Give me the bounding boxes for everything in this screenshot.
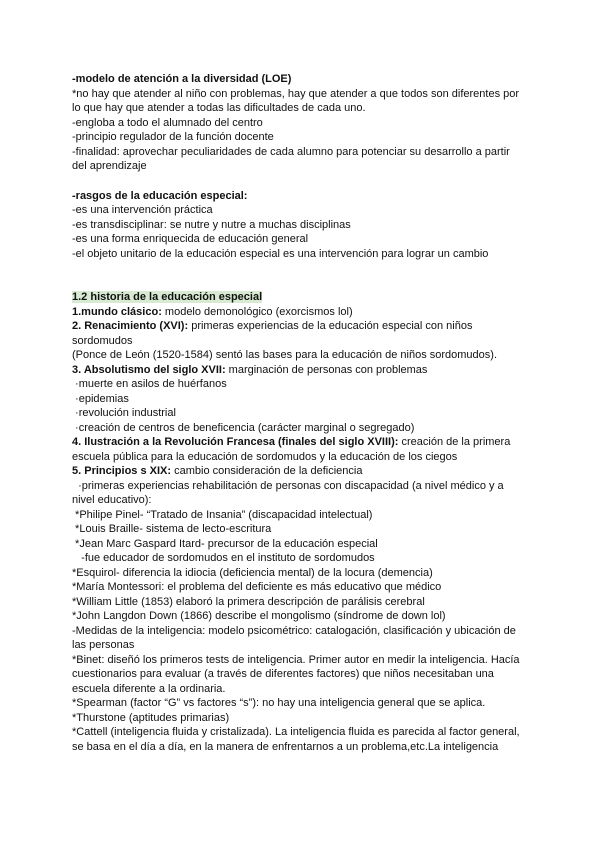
list-item: ·muerte en asilos de huérfanos	[72, 378, 227, 390]
rasgos-title: -rasgos de la educación especial:	[72, 189, 248, 202]
text-line: escuela diferente a la ordinaria.	[72, 682, 226, 695]
text-line: -engloba a todo el alumnado del centro	[72, 116, 263, 129]
text-line: (Ponce de León (1520-1584) sentó las bases para la educación de niños sordomudos).	[72, 349, 497, 361]
period-5: 5. Principios s XIX: cambio consideración de la deficiencia	[72, 465, 363, 477]
spacer	[72, 261, 532, 290]
text-line: *María Montessori: el problema del deficiente es más educativo que médico	[72, 581, 442, 593]
text-line: *Spearman (factor “G” vs factores “s”): no hay una inteligencia general que se aplica.	[72, 697, 486, 709]
text-line: se basa en el día a día, en la manera de enfrentarnos a un problema,etc.La inteligencia	[72, 740, 499, 753]
period-2: 2. Renacimiento (XVI): primeras experiencias de la educación especial con niños	[72, 320, 473, 332]
text-line: *Louis Braille- sistema de lecto-escritura	[72, 523, 272, 535]
historia-heading	[72, 290, 532, 305]
text-line: escuela pública para la educación de sordomudos y la educación de los ciegos	[72, 450, 458, 463]
spacer	[72, 174, 532, 189]
text-line: -es una forma enriquecida de educación general	[72, 233, 309, 245]
text-line: *Philipe Pinel- “Tratado de Insania” (discapacidad intelectual)	[72, 508, 373, 521]
text-line: lo que hay que atender a todas las dificultades de cada uno.	[72, 102, 366, 114]
text-line: -es transdisciplinar: se nutre y nutre a muchas disciplinas	[72, 218, 351, 231]
text-line: -principio regulador de la función docente	[72, 131, 274, 143]
text-line: *no hay que atender al niño con problemas, hay que atender a que todos son diferentes por	[72, 87, 520, 100]
text-line: -el objeto unitario de la educación especial es una intervención para lograr un cambio	[72, 247, 489, 260]
text-line: del aprendizaje	[72, 160, 147, 172]
list-item: ·revolución industrial	[72, 407, 176, 419]
text-line: -Medidas de la inteligencia: modelo psicométrico: catalogación, clasificación y ubicación de	[72, 624, 516, 637]
text-line: *Cattell (inteligencia fluida y cristalizada). La inteligencia fluida es parecida al factor general,	[72, 726, 520, 738]
list-item: ·creación de centros de beneficencia (carácter marginal o segregado)	[72, 421, 415, 434]
text-line: -finalidad: aprovechar peculiaridades de cada alumno para potenciar su desarrollo a partir	[72, 145, 510, 158]
text-line: sordomudos	[72, 334, 133, 347]
text-line: ·primeras experiencias rehabilitación de personas con discapacidad (a nivel médico y a	[72, 479, 504, 492]
text-line: nivel educativo):	[72, 494, 152, 506]
text-line: -es una intervención práctica	[72, 204, 213, 216]
period-3: 3. Absolutismo del siglo XVII: marginación de personas con problemas	[72, 363, 428, 376]
text-line: *Thurstone (aptitudes primarias)	[72, 711, 230, 724]
period-4: 4. Ilustración a la Revolución Francesa (finales del siglo XVIII): creación de la primera	[72, 436, 511, 448]
text-line: las personas	[72, 639, 135, 651]
text-line: *Jean Marc Gaspard Itard- precursor de la educación especial	[72, 537, 378, 550]
highlighted-heading: 1.2 historia de la educación especial	[72, 291, 263, 303]
text-line: *Esquirol- diferencia la idiocia (deficiencia mental) de la locura (demencia)	[72, 566, 433, 579]
list-item: ·epidemias	[72, 392, 129, 405]
text-line: cuestionarios para evaluar (a través de diferentes factores) que niños necesitaban una	[72, 668, 494, 680]
text-line: -fue educador de sordomudos en el instituto de sordomudos	[72, 552, 375, 564]
document-content	[72, 72, 532, 754]
diversidad-title: -modelo de atención a la diversidad (LOE)	[72, 73, 292, 85]
period-1: 1.mundo clásico: modelo demonológico (exorcismos lol)	[72, 305, 353, 318]
text-line: *William Little (1853) elaboró la primera descripción de parálisis cerebral	[72, 595, 425, 608]
text-line: *John Langdon Down (1866) describe el mongolismo (síndrome de down lol)	[72, 610, 446, 622]
text-line: *Binet: diseñó los primeros tests de inteligencia. Primer autor en medir la inteligencia. Hacía	[72, 653, 520, 666]
